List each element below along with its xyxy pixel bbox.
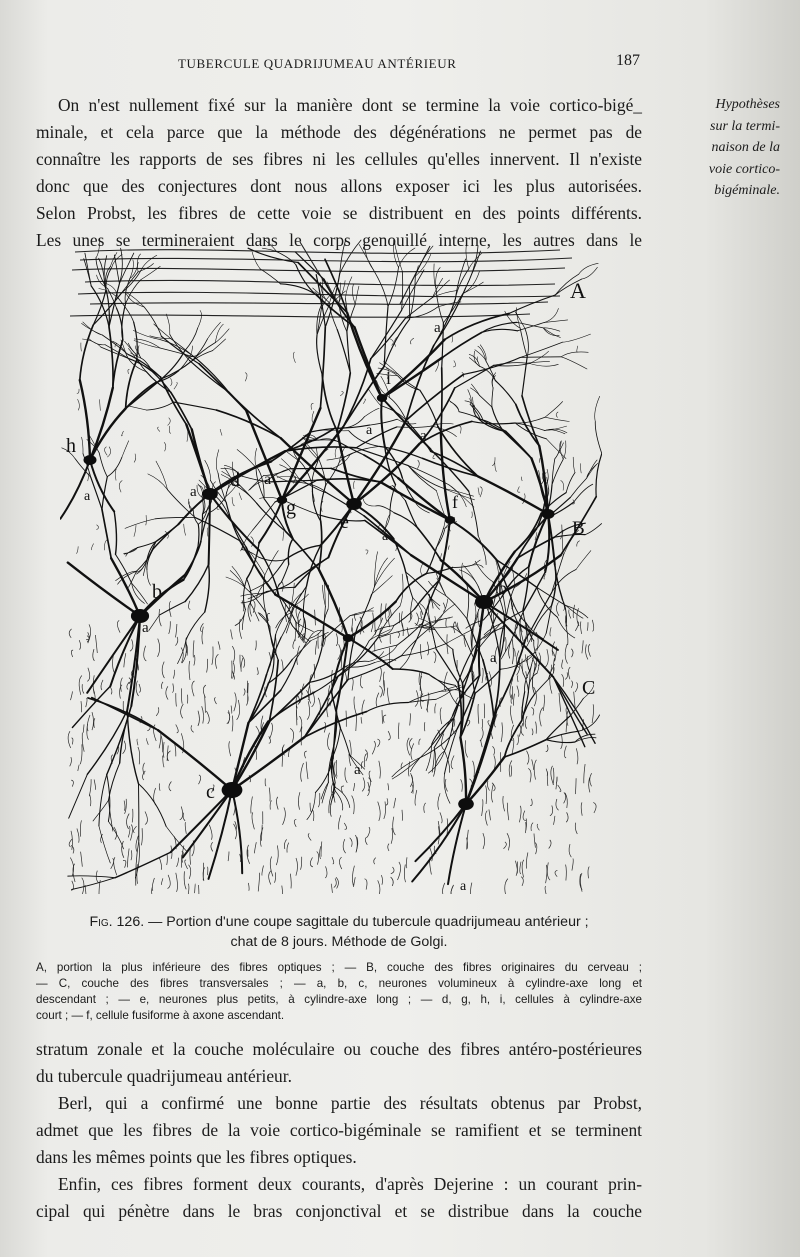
legend-line: court ; — f, cellule fusiforme à axone ascendant.	[36, 1009, 285, 1022]
text-line: connaître les rapports de ses fibres ni les cellules qu'elles innervent. Il n'existe	[36, 149, 642, 169]
label-A: A	[570, 278, 586, 303]
label-C: C	[582, 677, 596, 699]
caption-line-1	[36, 912, 642, 932]
margin-note-line: sur la termi-	[710, 118, 780, 134]
margin-note-line: voie cortico-	[708, 161, 780, 177]
dendrite-branches	[60, 239, 601, 890]
label-a: a	[490, 651, 497, 666]
figure-caption	[36, 912, 642, 952]
label-a: a	[190, 484, 197, 500]
running-header	[60, 52, 640, 74]
paragraph-bottom	[36, 1036, 642, 1225]
label-b-left: b	[152, 581, 162, 603]
text-line: admet que les fibres de la voie cortico-bigéminale se ramifient et se terminent	[36, 1120, 642, 1140]
label-d: d	[230, 469, 240, 491]
page-number: 187	[616, 52, 640, 69]
label-h: h	[66, 435, 76, 457]
text-line: On n'est nullement fixé sur la manière dont se termine la voie cortico-bigé_	[58, 95, 642, 115]
label-a: a	[142, 620, 149, 636]
text-line: cipal qui pénètre dans le bras conjonctival et se distribue dans la couche	[36, 1201, 642, 1221]
margin-note-line: Hypothèses	[715, 97, 780, 112]
label-a: a	[382, 529, 389, 544]
text-line: Selon Probst, les fibres de cette voie se distribuent en des points différents.	[36, 203, 642, 223]
label-b-right: b	[498, 578, 507, 598]
label-g: g	[286, 497, 296, 519]
legend-line: descendant ; — e, neurones plus petits, à cylindre-axe long ; — d, g, h, i, cellules à cylindre-axe	[36, 993, 642, 1006]
caption-text-1: — Portion d'une coupe sagittale du tubercule quadrijumeau antérieur ;	[148, 914, 589, 930]
paragraph-top	[36, 92, 642, 254]
margin-note-line: naison de la	[711, 140, 780, 155]
label-a: a	[354, 762, 361, 778]
label-i: i	[386, 368, 392, 388]
label-a: a	[264, 471, 272, 488]
label-c: c	[206, 781, 215, 803]
text-line: donc que des conjectures dont nous allons exposer ici les plus autorisées.	[36, 176, 642, 196]
label-a: a	[366, 423, 373, 438]
golgi-neuron-drawing	[60, 238, 602, 894]
figure-legend	[36, 960, 642, 1024]
running-title: TUBERCULE QUADRIJUMEAU ANTÉRIEUR	[178, 56, 457, 71]
label-a: a	[84, 489, 91, 504]
caption-line-2: chat de 8 jours. Méthode de Golgi.	[230, 934, 448, 950]
text-line: du tubercule quadrijumeau antérieur.	[36, 1066, 292, 1086]
text-line: Les unes se termineraient dans le corps genouillé interne, les autres dans le	[36, 230, 642, 250]
text-line: Enfin, ces fibres forment deux courants, d'après Dejerine : un courant prin-	[58, 1174, 642, 1194]
label-e: e	[340, 511, 349, 533]
text-line: dans les mêmes points que les fibres optiques.	[36, 1147, 357, 1167]
text-line: minale, et cela parce que la méthode des dégénérations ne permet pas de	[36, 122, 642, 142]
label-a: a	[460, 879, 467, 894]
label-a: a	[434, 320, 441, 336]
label-a: a	[420, 428, 427, 444]
label-f: f	[452, 492, 458, 512]
text-line: stratum zonale et la couche moléculaire ou couche des fibres antéro-postérieures	[36, 1039, 642, 1059]
margin-note-line: bigéminale.	[714, 183, 780, 198]
figure-golgi-drawing	[60, 238, 602, 894]
text-line: Berl, qui a confirmé une bonne partie des résultats obtenus par Probst,	[58, 1093, 642, 1113]
margin-note	[660, 94, 780, 202]
label-B: B	[572, 518, 585, 539]
legend-line: — C, couche des fibres transversales ; — a, b, c, neurones volumineux à cylindre-axe long et	[36, 977, 642, 990]
legend-line: A, portion la plus inférieure des fibres optiques ; — B, couche des fibres originaires du cerveau ;	[36, 961, 642, 974]
figure-number: Fig. 126.	[89, 914, 145, 930]
